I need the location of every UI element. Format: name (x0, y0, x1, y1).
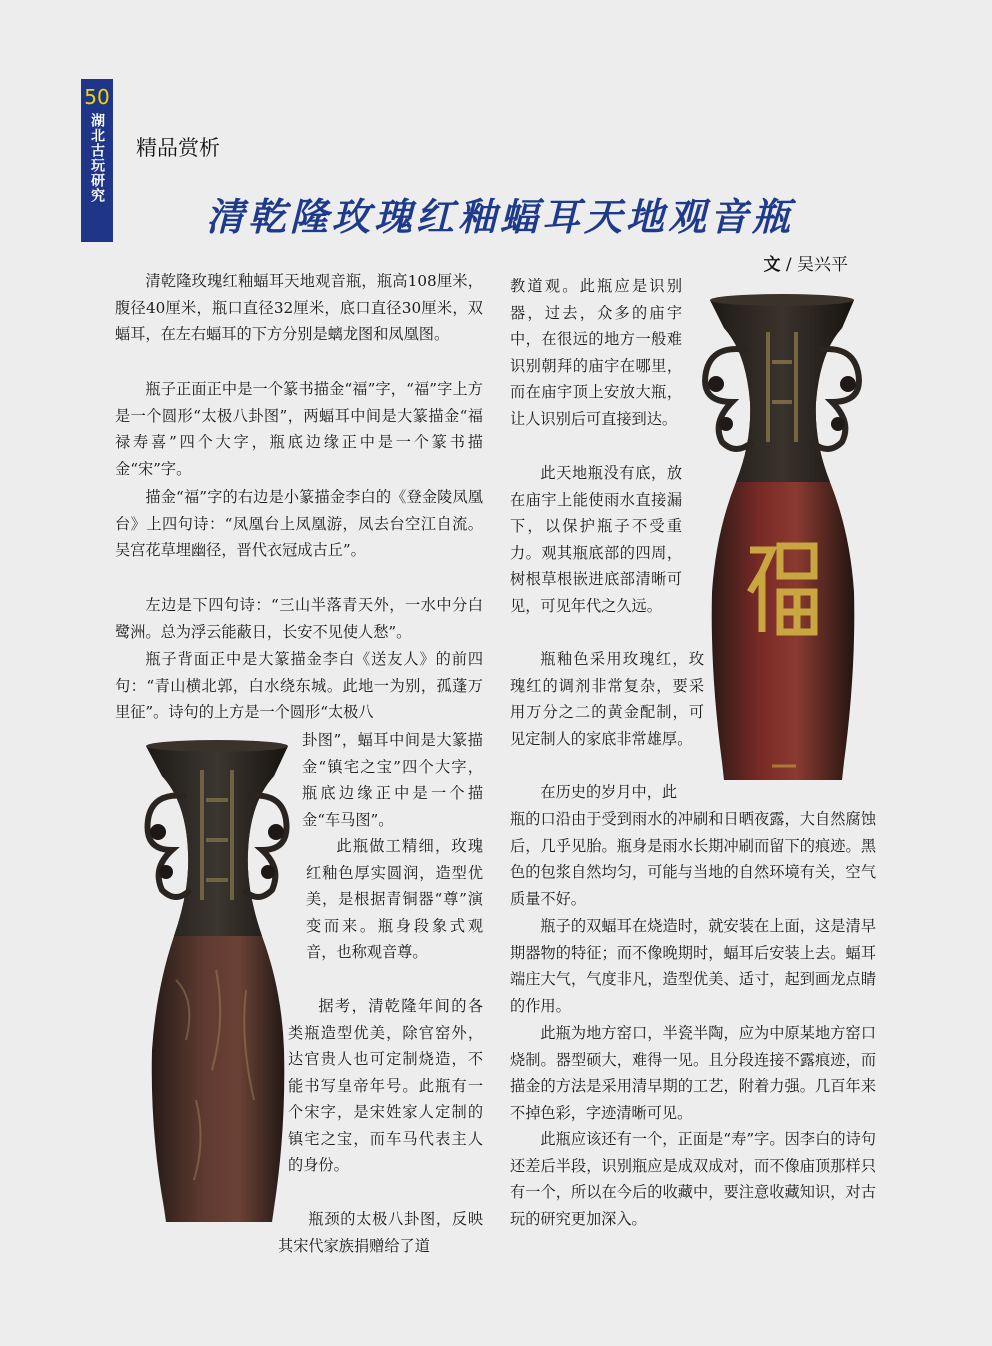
byline-prefix: 文 (763, 255, 781, 275)
left-paragraph-5: 瓶子背面正中是大篆描金李白《送友人》的前四句：“青山横北郭，白水绕东城。此地一为别，孤蓬万里征”。诗句的上方是一个圆形“太极八 (115, 650, 483, 721)
journal-name: 湖北古玩研究 (89, 113, 105, 203)
right-paragraph-7: 此瓶应该还有一个，正面是“寿”字。因李白的诗句还差后半段，识别瓶应是成双成对，而不像庙顶那样只有一个，所以在今后的收藏中，要注意收藏知识，对古玩的研究更加深入。 (510, 1130, 876, 1228)
author-name: 吴兴平 (797, 255, 848, 275)
article-title: 清乾隆玫瑰红釉蝠耳天地观音瓶 (205, 194, 794, 239)
right-paragraph-6: 此瓶为地方窑口，半瓷半陶，应为中原某地方窑口烧制。器型硕大，难得一见。且分段连接不露痕迹，而描金的方法是采用清早期的工艺，附着力强。几百年来不掉色彩，字迹清晰可见。 (510, 1024, 876, 1122)
left-paragraph-5-cont: 卦图”，蝠耳中间是大篆描金“镇宅之宝”四个大字，瓶底边缘正中是一个描金“车马图”。 (302, 731, 483, 829)
left-paragraph-8: 瓶颈的太极八卦图，反映其宋代家族捐赠给了道 (278, 1210, 483, 1255)
byline (763, 250, 848, 275)
vase-fu-front-icon (692, 292, 872, 792)
page-number: 50 (84, 85, 110, 109)
byline-separator: / (785, 255, 792, 275)
left-paragraph-3: 描金“福”字的右边是小篆描金李白的《登金陵凤凰台》上四句诗：“凤凰台上凤凰游，凤去台空江自流。吴宫花草埋幽径，晋代衣冠成古丘”。 (115, 488, 483, 559)
right-paragraph-4-cont: 瓶的口沿由于受到雨水的冲刷和日晒夜露，大自然腐蚀后，几乎见胎。瓶身是雨水长期冲刷而留下的痕迹。黑色的包浆自然均匀，可能与当地的自然环境有关，空气质量不好。 (510, 810, 876, 908)
vase-back-icon (136, 740, 296, 1230)
left-paragraph-4: 左边是下四句诗：“三山半落青天外，一水中分白鹭洲。总为浮云能蔽日，长安不见使人愁”。 (115, 596, 483, 641)
left-paragraph-7: 据考，清乾隆年间的各类瓶造型优美，除官窑外，达官贵人也可定制烧造，不能书写皇帝年号。此瓶有一个宋字，是宋姓家人定制的镇宅之宝，而车马代表主人的身份。 (288, 997, 483, 1174)
right-paragraph-5: 瓶子的双蝠耳在烧造时，就安装在上面，这是清早期器物的特征；而不像晚期时，蝠耳后安装上去。蝠耳端庄大气，气度非凡，造型优美、适寸，起到画龙点睛的作用。 (510, 917, 876, 1015)
right-paragraph-3: 瓶釉色采用玫瑰红，玫瑰红的调剂非常复杂，要采用万分之二的黄金配制，可见定制人的家底非常雄厚。 (510, 650, 704, 748)
left-paragraph-1: 清乾隆玫瑰红釉蝠耳天地观音瓶，瓶高108厘米，腹径40厘米，瓶口直径32厘米，底口直径30厘米，双蝠耳，在左右蝠耳的下方分别是螭龙图和凤凰图。 (115, 272, 483, 343)
section-label: 精品赏析 (136, 136, 220, 160)
right-paragraph-4: 在历史的岁月中，此 (540, 783, 678, 801)
side-tab (81, 79, 113, 242)
left-paragraph-2: 瓶子正面正中是一个篆书描金“福”字，“福”字上方是一个圆形“太极八卦图”，两蝠耳中间是大篆描金“福禄寿喜”四个大字，瓶底边缘正中是一个篆书描金“宋”字。 (115, 380, 483, 478)
right-paragraph-2: 此天地瓶没有底，放在庙宇上能使雨水直接漏下，以保护瓶子不受重力。观其瓶底部的四周，树根草根嵌进底部清晰可见，可见年代之久远。 (510, 464, 682, 615)
right-paragraph-1: 教道观。此瓶应是识别器，过去，众多的庙宇中，在很远的地方一般难识别朝拜的庙宇在哪里，而在庙宇顶上安放大瓶，让人识别后可直接到达。 (510, 277, 682, 428)
left-paragraph-6: 此瓶做工精细，玫瑰红釉色厚实圆润，造型优美，是根据青铜器“尊”演变而来。瓶身段象式观音，也称观音尊。 (306, 837, 483, 961)
